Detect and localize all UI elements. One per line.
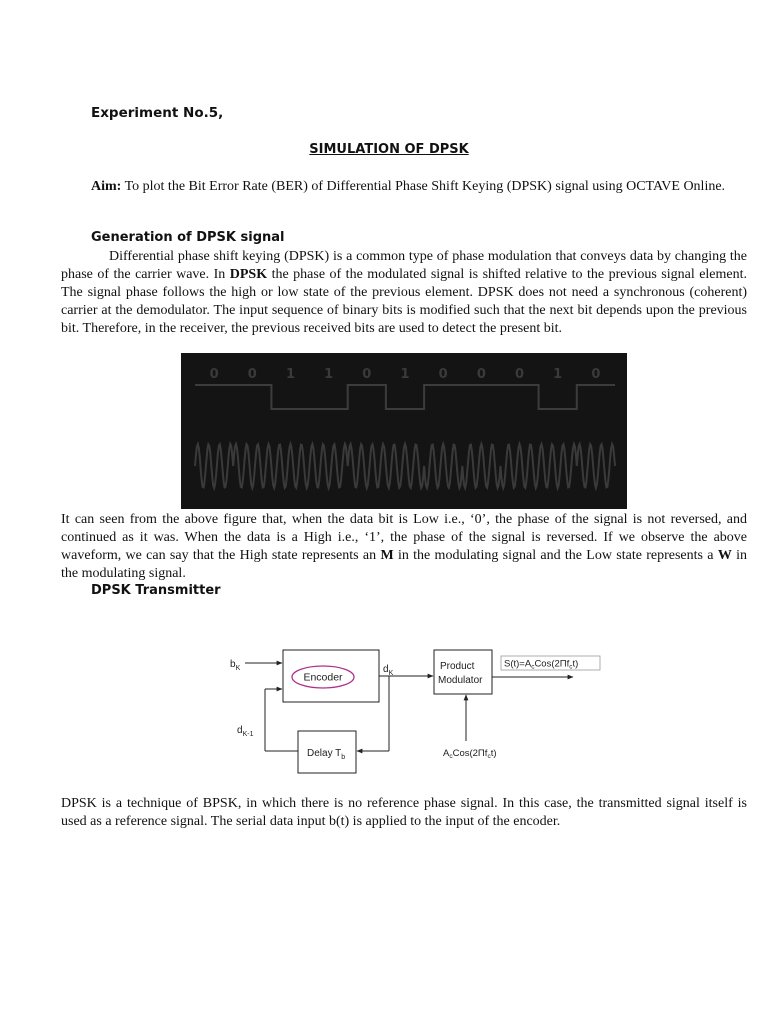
dpsk-modulated-carrier: [195, 444, 615, 488]
generation-text-a: Differential phase shift keying (DPSK) is a common type of phase modulation that conveys data by changing the phase of the carrier wave. In: [61, 249, 747, 282]
bit-label: 0: [514, 367, 525, 382]
observation-m: M: [380, 548, 394, 563]
experiment-number: Experiment No.5,: [91, 105, 224, 121]
observation-text-a: It can seen from the above figure that, when the data bit is Low i.e., ‘0’, the phase of the signal is not reversed, and continued as it was. When the data is a High i.e., ‘1’, the phase of the signal is reversed. If we observe the above waveform, we can say that the High state represents an: [61, 512, 747, 563]
generation-paragraph: [61, 248, 747, 338]
bit-label: 1: [400, 367, 410, 382]
transmitter-heading: DPSK Transmitter: [91, 583, 221, 598]
aim-label: Aim:: [91, 179, 122, 194]
dk1-label: $d_{K-1}$: [237, 725, 254, 738]
observation-paragraph: [61, 511, 747, 583]
product-modulator-box: [434, 650, 492, 694]
transmitter-diagram-svg: [225, 643, 610, 778]
dk-label: $d_K$: [383, 664, 394, 677]
encoder-label: Encoder: [303, 671, 343, 684]
bit-label: 0: [591, 367, 601, 382]
dpsk-waveform-svg: [181, 353, 627, 509]
bit-label: 0: [476, 367, 486, 382]
carrier-label: $A_cCos(2\Pi f_ct)$: [443, 748, 497, 760]
modulator-label-1: Product: [440, 661, 475, 672]
bit-label: 0: [247, 367, 257, 382]
bit-label: 0: [362, 367, 372, 382]
bit-label: 1: [324, 367, 334, 382]
bit-label: 0: [209, 367, 219, 382]
dpsk-transmitter-diagram: [225, 643, 610, 778]
aim-text: To plot the Bit Error Rate (BER) of Differential Phase Shift Keying (DPSK) signal using OCTAVE Online.: [121, 179, 726, 194]
data-signal-line: [195, 385, 615, 409]
observation-text-b: in the modulating signal and the Low state represents a: [393, 548, 718, 563]
bit-label: 0: [438, 367, 448, 382]
generation-text-bold: DPSK: [229, 267, 268, 282]
modulator-label-2: Modulator: [438, 675, 483, 686]
bit-label: 1: [553, 367, 563, 382]
input-bk-label: $b_K$: [230, 659, 241, 672]
document-title: SIMULATION OF DPSK: [309, 142, 469, 157]
bit-label: 1: [285, 367, 296, 382]
aim-paragraph: [91, 178, 747, 196]
delay-label: Delay $T_b$: [307, 748, 346, 761]
transmitter-paragraph: DPSK is a technique of BPSK, in which there is no reference phase signal. In this case, the transmitted signal itself is used as a reference signal. The serial data input b(t) is applied to the input of the encoder.: [61, 796, 747, 829]
output-formula: $S(t)=A_cCos(2\Pi f_ct)$: [504, 658, 579, 671]
generation-text-b: the phase of the modulated signal is shifted relative to the previous signal element. The signal phase follows the high or low state of the previous element. DPSK does not need a synchronous (coherent) carrier at the demodulator. The input sequence of binary bits is modified such that the next bit depends upon the previous bit. Therefore, in the receiver, the previous received bits are used to detect the present bit.: [61, 267, 748, 336]
dpsk-waveform-figure: [181, 353, 627, 509]
observation-text-c: in the modulating signal.: [61, 548, 748, 581]
generation-heading: Generation of DPSK signal: [91, 230, 285, 245]
observation-w: W: [717, 548, 732, 563]
